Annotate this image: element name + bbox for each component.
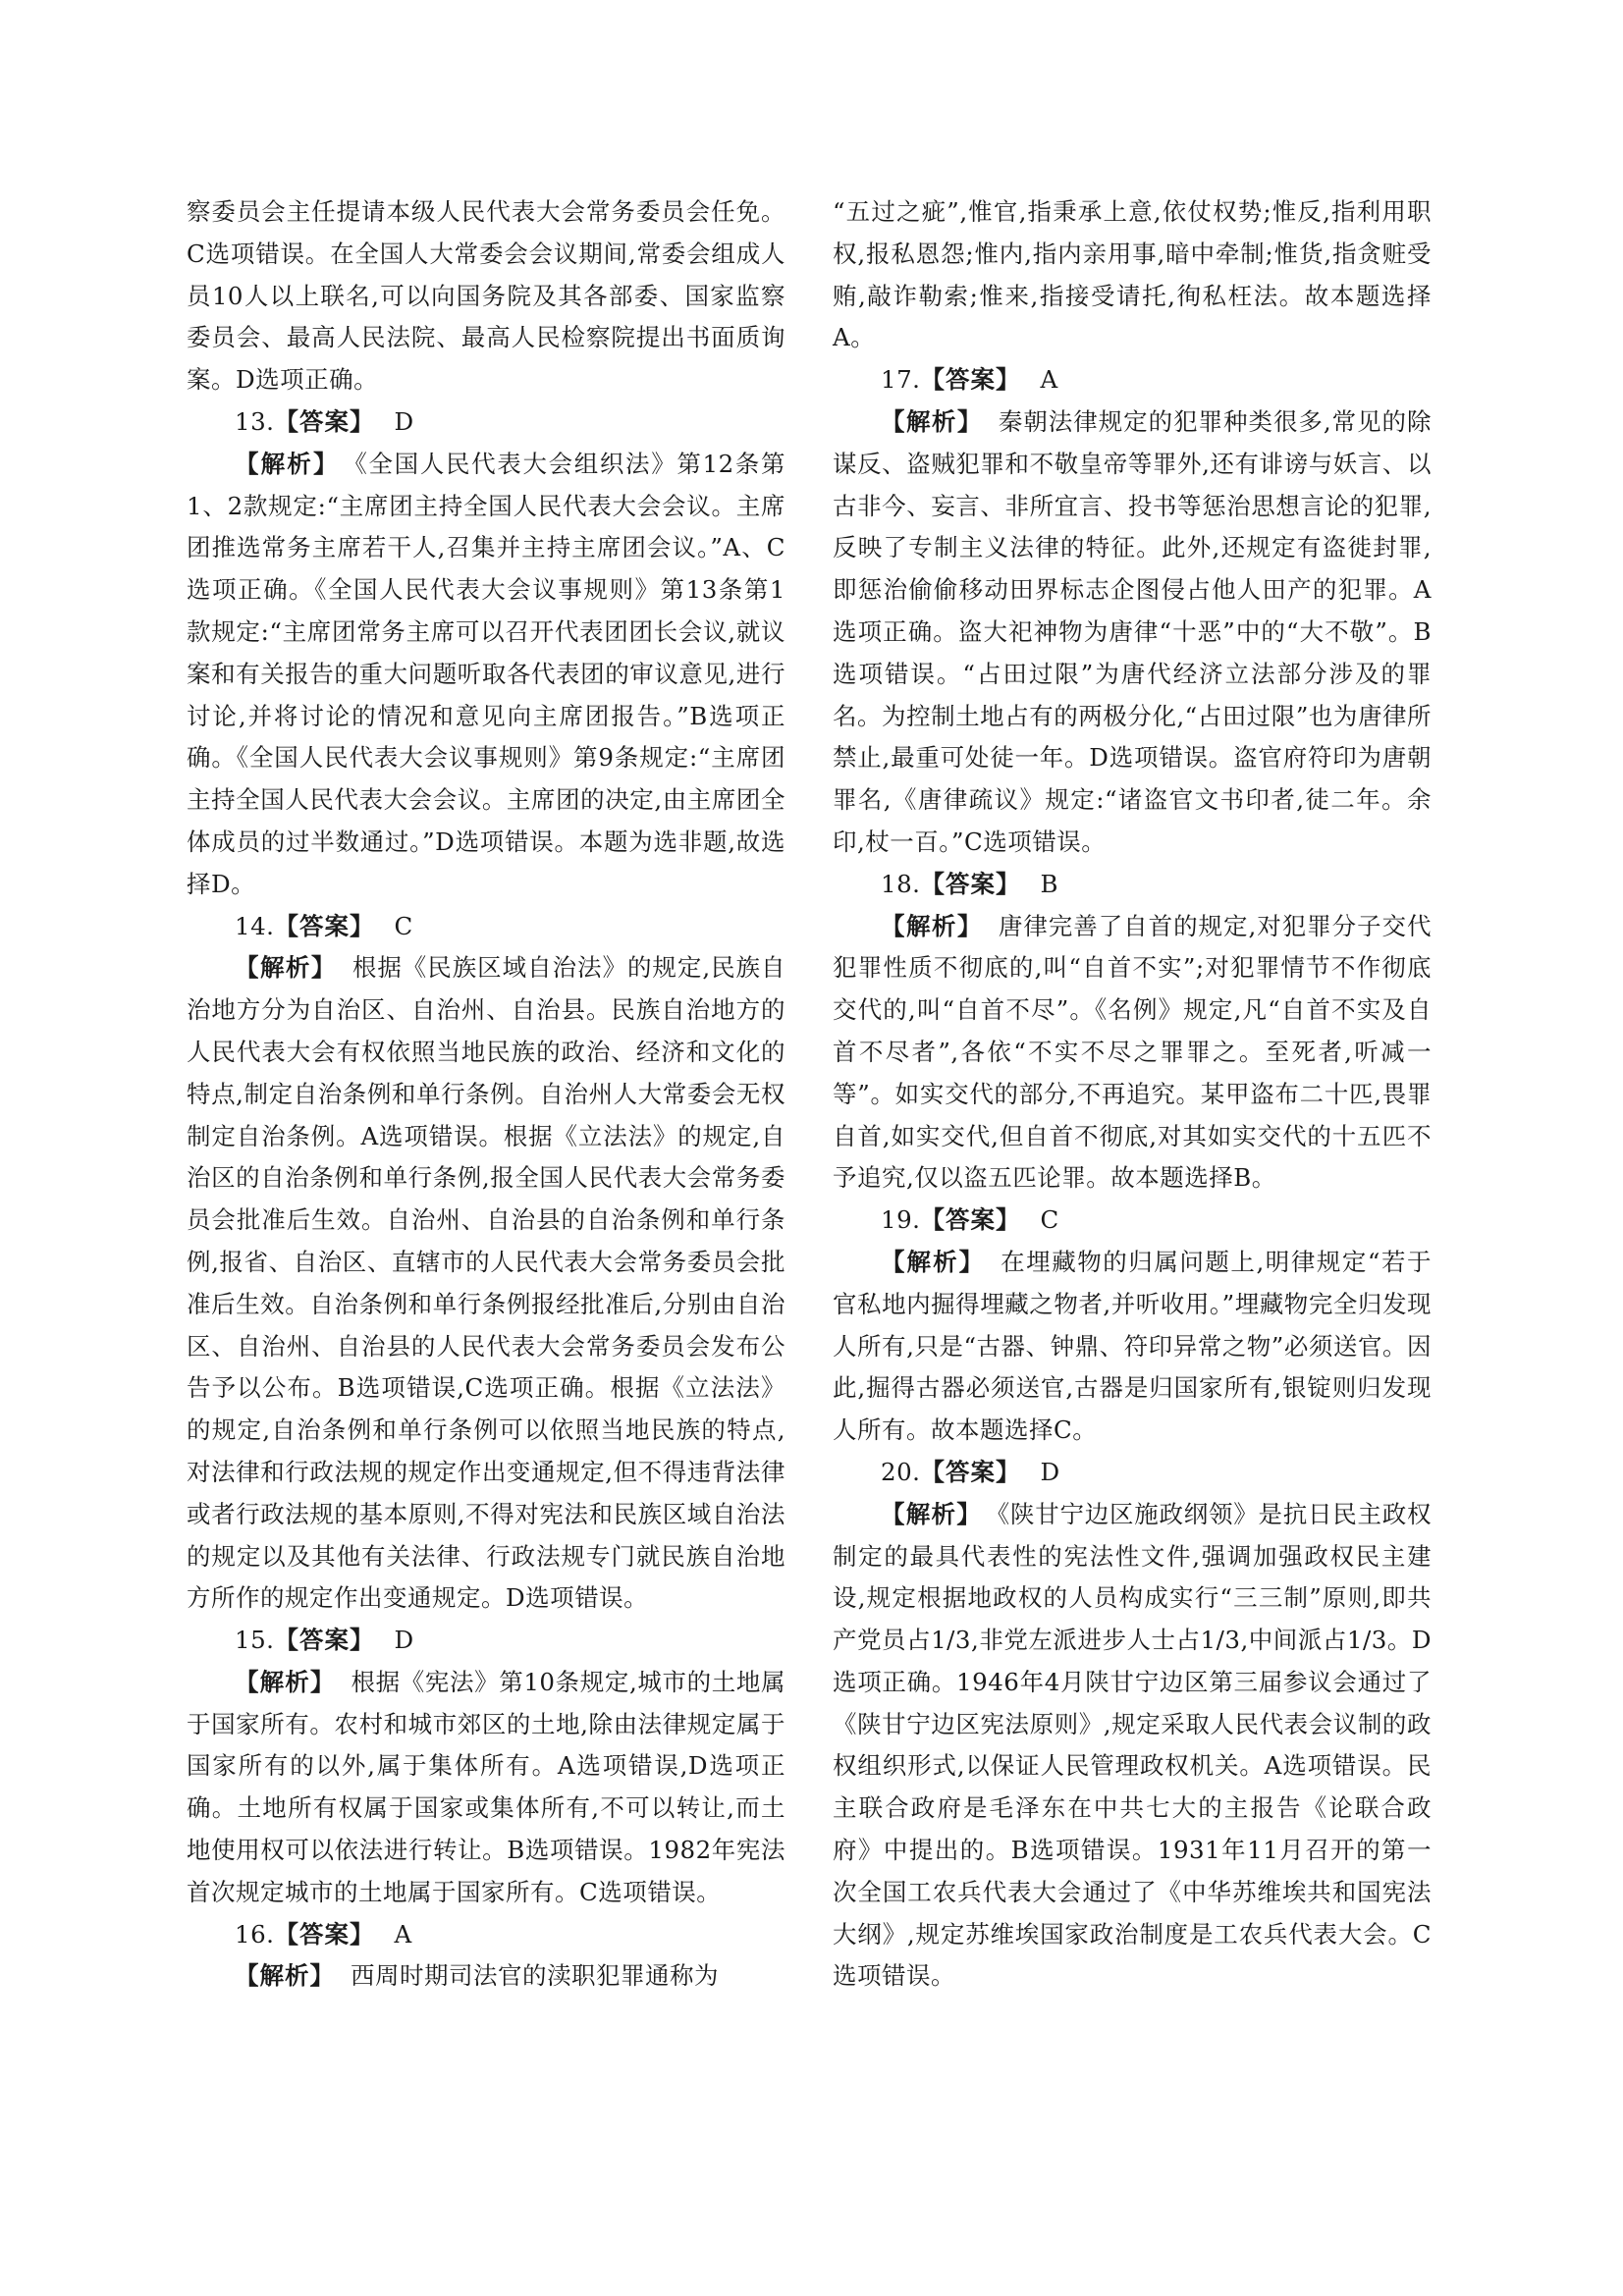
- question-number: 15.: [235, 1626, 275, 1655]
- analysis-paragraph-18: [833, 906, 1432, 1201]
- question-number: 16.: [235, 1919, 275, 1949]
- analysis-label: 【解析】: [881, 406, 983, 436]
- answer-label: 【答案】: [274, 911, 375, 940]
- analysis-label: 【解析】: [235, 953, 337, 983]
- analysis-paragraph-19: [833, 1242, 1432, 1452]
- analysis-label: 【解析】: [235, 449, 340, 478]
- analysis-paragraph-20: [833, 1494, 1432, 1999]
- analysis-paragraph-17: [833, 401, 1432, 864]
- analysis-label: 【解析】: [881, 911, 983, 940]
- analysis-text: 《陕甘宁边区施政纲领》是抗日民主政权制定的最具代表性的宪法性文件,强调加强政权民主建设,规定根据地政权的人员构成实行“三三制”原则,即共产党员占1/3,非党左派进步人士占1/3,中间派占1/3。D选项正确。1946年4月陕甘宁边区第三届参议会通过了《陕甘宁边区宪法原则》,规定采取人民代表会议制的政权组织形式,以保证人民管理政权机关。A选项错误。民主联合政府是毛泽东在中共七大的主报告《论联合政府》中提出的。B选项错误。1931年11月召开的第一次全国工农兵代表大会通过了《中华苏维埃共和国宪法大纲》,规定苏维埃国家政治制度是工农兵代表大会。C选项错误。: [833, 1499, 1432, 1991]
- answer-label: 【答案】: [920, 1457, 1021, 1486]
- analysis-text: 根据《民族区域自治法》的规定,民族自治地方分为自治区、自治州、自治县。民族自治地方的人民代表大会有权依照当地民族的政治、经济和文化的特点,制定自治条例和单行条例。自治州人大常委会无权制定自治条例。A选项错误。根据《立法法》的规定,自治区的自治条例和单行条例,报全国人民代表大会常务委员会批准后生效。自治州、自治县的自治条例和单行条例,报省、自治区、直辖市的人民代表大会常务委员会批准后生效。自治条例和单行条例报经批准后,分别由自治区、自治州、自治县的人民代表大会常务委员会发布公告予以公布。B选项错误,C选项正确。根据《立法法》的规定,自治条例和单行条例可以依照当地民族的特点,对法律和行政法规的规定作出变通规定,但不得违背法律或者行政法规的基本原则,不得对宪法和民族区域自治法的规定以及其他有关法律、行政法规专门就民族自治地方所作的规定作出变通规定。D选项错误。: [187, 953, 786, 1613]
- answer-label: 【答案】: [274, 1626, 375, 1655]
- question-number: 17.: [881, 365, 921, 395]
- analysis-label: 【解析】: [881, 1247, 986, 1276]
- analysis-paragraph-16: [187, 1955, 785, 1998]
- left-column: [187, 191, 785, 1998]
- answer-heading-16: [187, 1914, 785, 1956]
- answer-label: 【答案】: [920, 869, 1021, 898]
- answer-letter: C: [1040, 1205, 1059, 1235]
- question-number: 14.: [235, 911, 275, 940]
- answer-letter: B: [1040, 869, 1058, 898]
- answer-heading-17: [833, 359, 1432, 401]
- answer-heading-15: [187, 1620, 785, 1662]
- answer-letter: D: [1040, 1457, 1060, 1486]
- analysis-text: 西周时期司法官的渎职犯罪通称为: [351, 1961, 719, 1991]
- analysis-text: 唐律完善了自首的规定,对犯罪分子交代犯罪性质不彻底的,叫“自首不实”;对犯罪情节不作彻底交代的,叫“自首不尽”。《名例》规定,凡“自首不实及自首不尽者”,各依“不实不尽之罪罪之。至死者,听减一等”。如实交代的部分,不再追究。某甲盗布二十匹,畏罪自首,如实交代,但自首不彻底,对其如实交代的十五匹不予追究,仅以盗五匹论罪。故本题选择B。: [833, 911, 1433, 1193]
- answer-heading-20: [833, 1452, 1432, 1494]
- answer-label: 【答案】: [274, 406, 375, 436]
- answer-label: 【答案】: [920, 365, 1021, 395]
- analysis-text: 秦朝法律规定的犯罪种类很多,常见的除谋反、盗贼犯罪和不敬皇帝等罪外,还有诽谤与妖言、以古非今、妄言、非所宜言、投书等惩治思想言论的犯罪,反映了专制主义法律的特征。此外,还规定有盗徙封罪,即惩治偷偷移动田界标志企图侵占他人田产的犯罪。A选项正确。盗大祀神物为唐律“十恶”中的“大不敬”。B选项错误。“占田过限”为唐代经济立法部分涉及的罪名。为控制土地占有的两极分化,“占田过限”也为唐律所禁止,最重可处徒一年。D选项错误。盗官府符印为唐朝罪名,《唐律疏议》规定:“诸盗官文书印者,徒二年。余印,杖一百。”C选项错误。: [833, 406, 1433, 856]
- answer-letter: A: [394, 1919, 412, 1949]
- continued-text: 察委员会主任提请本级人民代表大会常务委员会任免。C选项错误。在全国人大常委会会议期间,常委会组成人员10人以上联名,可以向国务院及其各部委、国家监察委员会、最高人民法院、最高人民检察院提出书面质询案。D选项正确。: [187, 197, 785, 395]
- analysis-paragraph-15: [187, 1662, 785, 1914]
- question-number: 19.: [881, 1205, 921, 1235]
- answer-letter: D: [394, 1626, 414, 1655]
- answer-heading-18: [833, 864, 1432, 906]
- question-number: 13.: [235, 406, 275, 436]
- analysis-label: 【解析】: [235, 1667, 336, 1696]
- answer-label: 【答案】: [920, 1205, 1021, 1235]
- answer-letter: C: [394, 911, 413, 940]
- answer-letter: A: [1040, 365, 1058, 395]
- analysis-text: 根据《宪法》第10条规定,城市的土地属于国家所有。农村和城市郊区的土地,除由法律规定属于国家所有的以外,属于集体所有。A选项错误,D选项正确。土地所有权属于国家或集体所有,不可以转让,而土地使用权可以依法进行转让。B选项错误。1982年宪法首次规定城市的土地属于国家所有。C选项错误。: [187, 1667, 785, 1906]
- question-number: 20.: [881, 1457, 921, 1486]
- analysis-label: 【解析】: [235, 1961, 335, 1991]
- answer-letter: D: [394, 406, 414, 436]
- answer-heading-14: [187, 906, 785, 948]
- right-column: [833, 191, 1432, 1998]
- analysis-paragraph-14: [187, 947, 785, 1620]
- analysis-label: 【解析】: [881, 1499, 982, 1528]
- analysis-text: 《全国人民代表大会组织法》第12条第1、2款规定:“主席团主持全国人民代表大会会议。主席团推选常务主席若干人,召集并主持主席团会议。”A、C选项正确。《全国人民代表大会议事规则》第13条第1款规定:“主席团常务主席可以召开代表团团长会议,就议案和有关报告的重大问题听取各代表团的审议意见,进行讨论,并将讨论的情况和意见向主席团报告。”B选项正确。《全国人民代表大会议事规则》第9条规定:“主席团主持全国人民代表大会会议。主席团的决定,由主席团全体成员的过半数通过。”D选项错误。本题为选非题,故选择D。: [187, 449, 785, 898]
- question-number: 18.: [881, 869, 921, 898]
- analysis-paragraph-13: [187, 444, 785, 906]
- continued-text: “五过之疵”,惟官,指秉承上意,依仗权势;惟反,指利用职权,报私恩怨;惟内,指内亲用事,暗中牵制;惟货,指贪赃受贿,敲诈勒索;惟来,指接受请托,徇私枉法。故本题选择A。: [833, 197, 1432, 352]
- answer-heading-13: [187, 401, 785, 444]
- analysis-text: 在埋藏物的归属问题上,明律规定“若于官私地内掘得埋藏之物者,并听收用。”埋藏物完全归发现人所有,只是“古器、钟鼎、符印异常之物”必须送官。因此,掘得古器必须送官,古器是归国家所有,银锭则归发现人所有。故本题选择C。: [833, 1247, 1433, 1445]
- answer-label: 【答案】: [274, 1919, 375, 1949]
- answer-heading-19: [833, 1200, 1432, 1242]
